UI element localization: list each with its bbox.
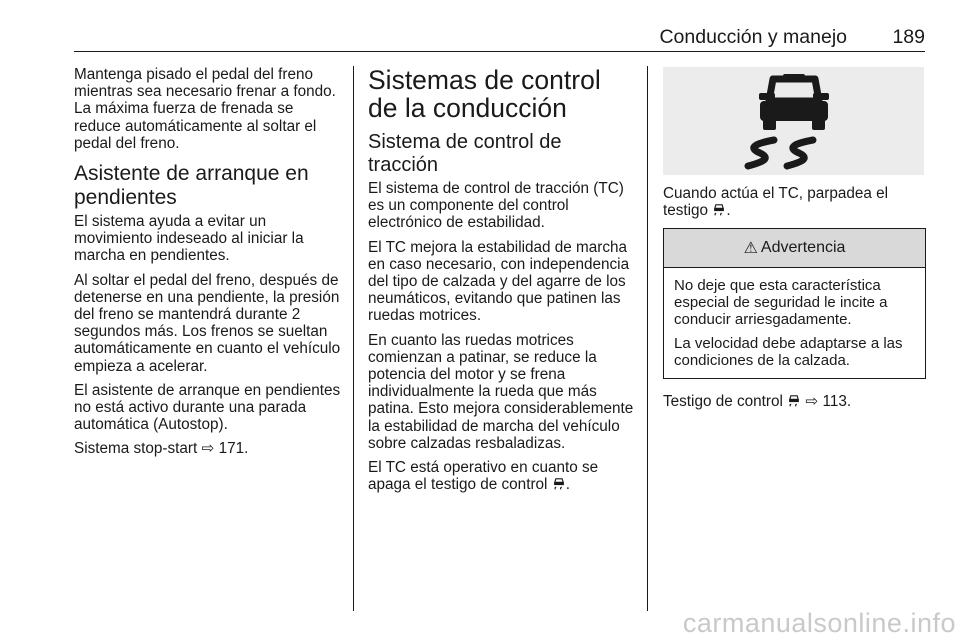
watermark: carmanualsonline.info <box>682 608 956 638</box>
traction-control-icon <box>552 476 566 490</box>
image-caption <box>663 185 926 219</box>
body-paragraph: En cuanto las ruedas motrices comienzan a patinar, se reduce la potencia del motor y se frena individualmente la rueda que más patina. Esto mejora considerablemente la estabilidad de marcha del vehículo sobre calzadas resbaladizas. <box>368 331 634 452</box>
body-paragraph: El sistema ayuda a evitar un movimiento indeseado al iniciar la marcha en pendientes. <box>74 213 304 265</box>
body-paragraph: El asistente de arranque en pendientes no está activo durante una parada automática (Autostop). <box>74 381 341 434</box>
traction-control-illustration <box>663 67 924 175</box>
cross-reference <box>663 393 926 410</box>
cross-reference <box>74 440 344 457</box>
tc-operative-text: El TC está operativo en cuanto se apaga el testigo de control <box>368 459 599 494</box>
warning-triangle-icon: ⚠ <box>743 240 758 258</box>
column-right <box>663 66 926 418</box>
intro-paragraph: Mantenga pisado el pedal del freno mientras sea necesario frenar a fondo. La máxima fuerza de frenada se reduce automáticamente al soltar el pedal del freno. <box>74 66 336 152</box>
traction-control-icon <box>712 202 726 216</box>
page-arrow-icon: ⇨ <box>201 440 215 458</box>
reference-text: Testigo de control <box>663 393 783 411</box>
page-header <box>74 26 925 52</box>
section-title: Sistemas de control de la conducción <box>368 65 601 123</box>
warning-paragraph: No deje que esta característica especial de seguridad le incite a conducir arriesgadamente. <box>674 277 888 329</box>
warning-box <box>663 228 926 379</box>
warning-paragraph: La velocidad debe adaptarse a las condiciones de la calzada. <box>674 335 903 370</box>
subsection-title: Sistema de control de tracción <box>368 131 562 176</box>
sentence-end: . <box>565 476 570 494</box>
body-paragraph: El TC mejora la estabilidad de marcha en caso necesario, con independencia del tipo de calzada y del agarre de los neumáticos, evitando que patinen las ruedas motrices. <box>368 238 630 325</box>
column-divider <box>647 66 648 611</box>
column-divider <box>353 66 354 611</box>
column-middle <box>368 66 634 500</box>
body-paragraph <box>368 459 634 493</box>
header-rule <box>74 51 925 52</box>
warning-title: Advertencia <box>760 239 846 257</box>
page-arrow-icon: ⇨ <box>805 393 819 411</box>
warning-header <box>664 229 925 268</box>
traction-control-icon <box>787 393 801 407</box>
reference-page: 113. <box>822 393 852 411</box>
page-number: 189 <box>892 26 925 48</box>
chapter-title: Conducción y manejo <box>659 26 847 48</box>
sentence-end: . <box>726 202 731 220</box>
body-paragraph: Al soltar el pedal del freno, después de detenerse en una pendiente, la presión del freno se mantendrá durante 2 segundos más. Los frenos se sueltan automáticamente en cuanto el vehículo empieza a acelerar. <box>74 271 341 375</box>
section-heading-hill-start: Asistente de arranque en pendientes <box>74 162 309 210</box>
body-paragraph: El sistema de control de tracción (TC) es un componente del control electrónico de estabilidad. <box>368 180 624 232</box>
column-left <box>74 66 344 465</box>
reference-link[interactable] <box>202 440 249 457</box>
reference-text: Sistema stop-start <box>74 440 198 458</box>
traction-control-icon <box>663 67 924 175</box>
reference-page: 171. <box>218 440 249 458</box>
warning-body <box>664 268 925 378</box>
caption-text: Cuando actúa el TC, parpadea el testigo <box>663 185 889 220</box>
reference-link[interactable] <box>805 393 851 410</box>
